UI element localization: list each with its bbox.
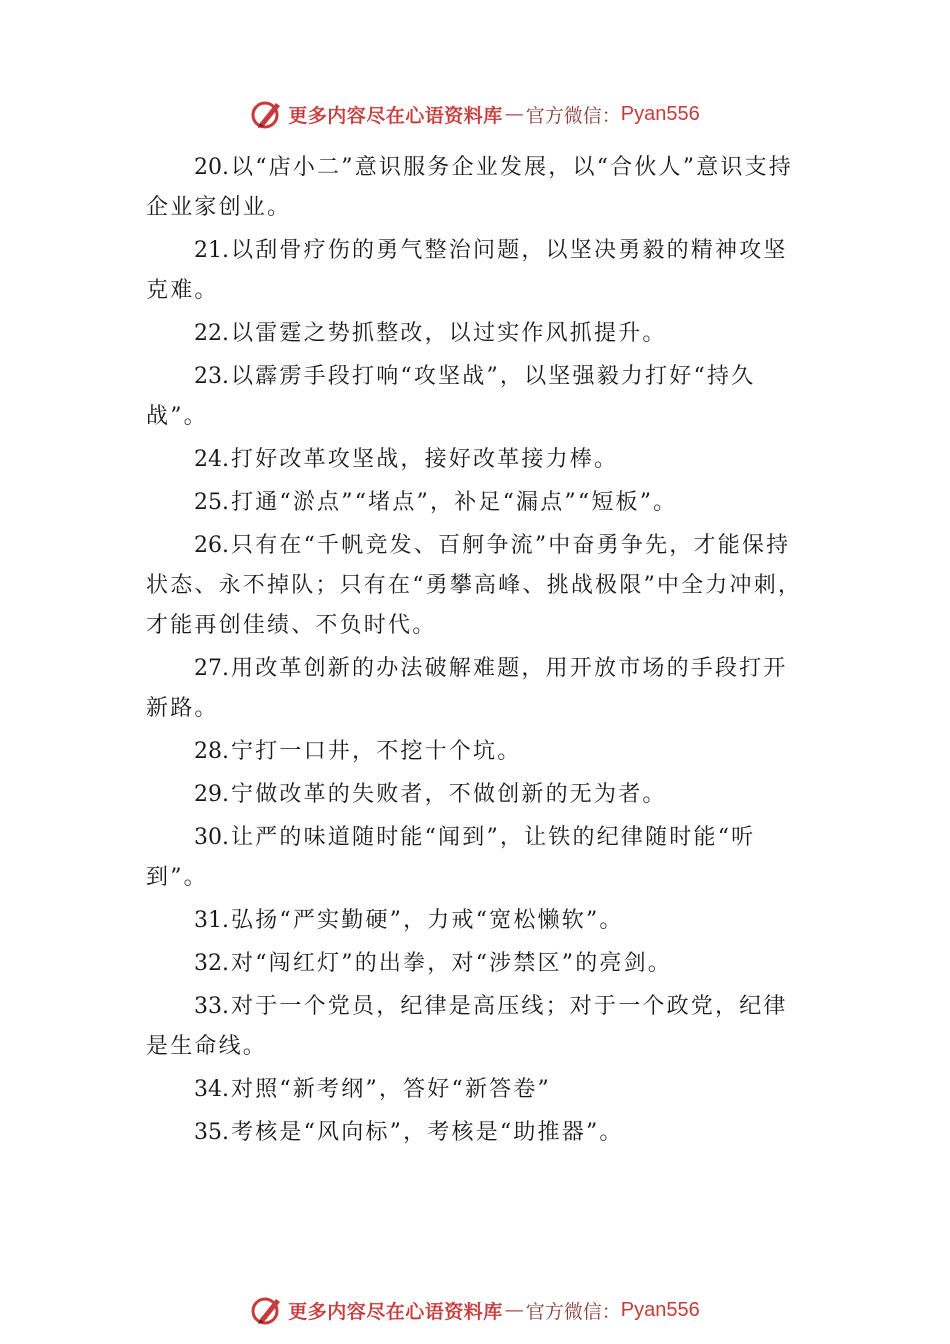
list-item: [146, 314, 806, 354]
list-item: [146, 1113, 806, 1153]
list-item: [146, 732, 806, 772]
banner-text: 更多内容尽在心语资料库: [288, 104, 503, 127]
item-text: 打好改革攻坚战，接好改革接力棒。: [231, 447, 619, 472]
item-number: 29.: [194, 782, 229, 807]
item-number: 33.: [194, 994, 229, 1019]
banner-wechat-id: Pyan556: [620, 102, 700, 125]
item-number: 31.: [194, 908, 229, 933]
banner-text: 更多内容尽在心语资料库: [288, 1300, 503, 1323]
item-text: 以“店小二”意识服务企业发展，以“合伙人”意识支持企业家创业。: [146, 155, 793, 220]
item-text: 宁打一口井，不挖十个坑。: [231, 739, 522, 764]
list-item: [146, 483, 806, 523]
banner-separator: —: [504, 1299, 524, 1321]
list-item: [146, 901, 806, 941]
list-item: [146, 944, 806, 984]
list-item: [146, 818, 806, 898]
pen-logo-icon: [250, 97, 284, 131]
item-text: 用改革创新的办法破解难题，用开放市场的手段打开新路。: [146, 656, 788, 721]
list-item: [146, 357, 806, 437]
header-banner: [0, 94, 950, 134]
item-number: 22.: [194, 321, 229, 346]
item-text: 对于一个党员，纪律是高压线；对于一个政党，纪律是生命线。: [146, 994, 788, 1059]
item-text: 打通“淤点”“堵点”，补足“漏点”“短板”。: [231, 490, 678, 515]
item-number: 27.: [194, 656, 229, 681]
list-item: [146, 231, 806, 311]
item-number: 24.: [194, 447, 229, 472]
list-item: [146, 526, 806, 646]
list-item: [146, 987, 806, 1067]
item-text: 只有在“千帆竞发、百舸争流”中奋勇争先，才能保持状态、永不掉队；只有在“勇攀高峰、挑战极限”中全力冲刺，才能再创佳绩、不负时代。: [146, 533, 803, 638]
item-text: 以雷霆之势抓整改，以过实作风抓提升。: [231, 321, 667, 346]
list-item: [146, 148, 806, 228]
document-body: [146, 148, 806, 1153]
banner-label: 官方微信：: [525, 104, 621, 127]
item-text: 弘扬“严实勤硬”，力戒“宽松懒软”。: [231, 908, 624, 933]
banner-wechat-id: Pyan556: [620, 1298, 700, 1321]
item-text: 对“闯红灯”的出拳，对“涉禁区”的亮剑。: [231, 951, 672, 976]
footer-banner: [0, 1290, 950, 1330]
item-number: 35.: [194, 1120, 229, 1145]
item-text: 对照“新考纲”，答好“新答卷”: [231, 1077, 551, 1102]
item-number: 34.: [194, 1077, 229, 1102]
list-item: [146, 1070, 806, 1110]
item-text: 考核是“风向标”，考核是“助推器”。: [231, 1120, 624, 1145]
item-text: 以刮骨疗伤的勇气整治问题，以坚决勇毅的精神攻坚克难。: [146, 238, 788, 303]
list-item: [146, 649, 806, 729]
item-number: 23.: [194, 364, 229, 389]
item-number: 21.: [194, 238, 229, 263]
list-item: [146, 440, 806, 480]
item-text: 宁做改革的失败者，不做创新的无为者。: [231, 782, 667, 807]
list-item: [146, 775, 806, 815]
banner-label: 官方微信：: [525, 1300, 621, 1323]
pen-logo-icon: [250, 1293, 284, 1327]
item-number: 30.: [194, 825, 229, 850]
item-number: 25.: [194, 490, 229, 515]
item-number: 28.: [194, 739, 229, 764]
item-text: 让严的味道随时能“闻到”，让铁的纪律随时能“听到”。: [146, 825, 756, 890]
item-number: 20.: [194, 155, 229, 180]
item-number: 26.: [194, 533, 229, 558]
banner-separator: —: [504, 103, 524, 125]
item-number: 32.: [194, 951, 229, 976]
item-text: 以霹雳手段打响“攻坚战”，以坚强毅力打好“持久战”。: [146, 364, 756, 429]
